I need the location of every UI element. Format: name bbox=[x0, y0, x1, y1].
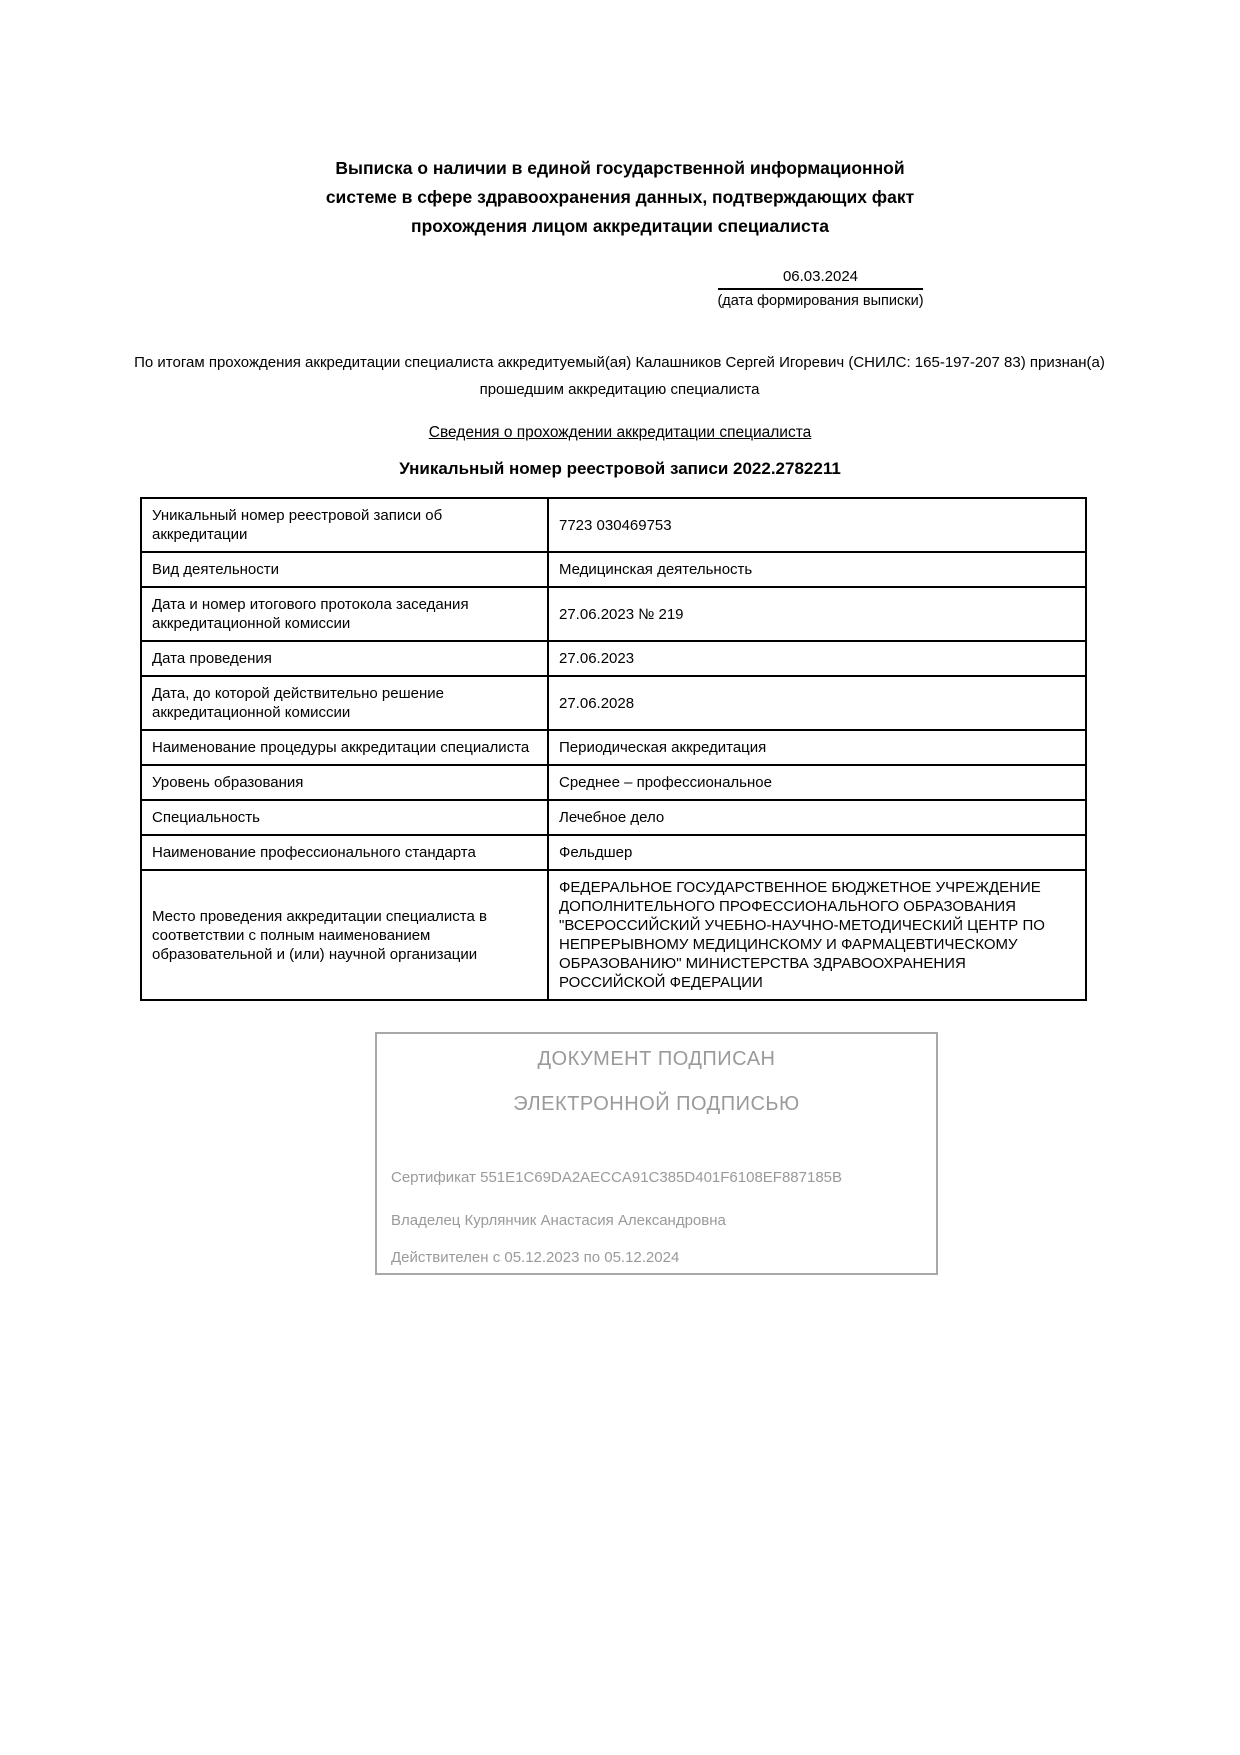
signature-heading-line1: ДОКУМЕНТ ПОДПИСАН bbox=[537, 1048, 776, 1070]
signature-heading-line2: ЭЛЕКТРОННОЙ ПОДПИСЬЮ bbox=[513, 1093, 800, 1115]
table-row bbox=[141, 552, 1086, 587]
document-title-line: Выписка о наличии в единой государственной информационной bbox=[335, 158, 905, 178]
table-row bbox=[141, 800, 1086, 835]
field-label: Дата проведения bbox=[141, 641, 548, 676]
signature-certificate: Сертификат 551E1C69DA2AECCA91C385D401F6108EF887185B bbox=[391, 1169, 843, 1186]
table-row bbox=[141, 870, 1086, 1000]
extract-date-caption: (дата формирования выписки) bbox=[717, 293, 924, 309]
field-value: Медицинская деятельность bbox=[548, 552, 1086, 587]
signature-stamp bbox=[375, 1032, 938, 1275]
field-label: Дата и номер итогового протокола заседания аккредитационной комиссии bbox=[141, 587, 548, 641]
signature-owner: Владелец Курлянчик Анастасия Александровна bbox=[391, 1212, 726, 1229]
field-label: Наименование профессионального стандарта bbox=[141, 835, 548, 870]
table-row bbox=[141, 587, 1086, 641]
table-row bbox=[141, 641, 1086, 676]
field-label: Уровень образования bbox=[141, 765, 548, 800]
field-label: Дата, до которой действительно решение аккредитационной комиссии bbox=[141, 676, 548, 730]
field-label: Уникальный номер реестровой записи об аккредитации bbox=[141, 498, 548, 552]
field-value: 27.06.2023 № 219 bbox=[548, 587, 1086, 641]
table-row bbox=[141, 835, 1086, 870]
field-value: 27.06.2023 bbox=[548, 641, 1086, 676]
document-title bbox=[0, 154, 1240, 241]
extract-date: 06.03.2024 bbox=[718, 268, 923, 290]
field-value: 7723 030469753 bbox=[548, 498, 1086, 552]
document-title-line: прохождения лицом аккредитации специалиста bbox=[411, 216, 829, 236]
section-heading: Сведения о прохождении аккредитации специалиста bbox=[428, 424, 812, 441]
field-value: Фельдшер bbox=[548, 835, 1086, 870]
field-value: Среднее – профессиональное bbox=[548, 765, 1086, 800]
field-label: Специальность bbox=[141, 800, 548, 835]
field-label: Место проведения аккредитации специалиста в соответствии с полным наименованием образовательной и (или) научной организации bbox=[141, 870, 548, 1000]
table-row bbox=[141, 498, 1086, 552]
extract-date-block bbox=[718, 268, 923, 309]
field-label: Вид деятельности bbox=[141, 552, 548, 587]
field-value: Периодическая аккредитация bbox=[548, 730, 1086, 765]
registry-number-heading: Уникальный номер реестровой записи 2022.2782211 bbox=[399, 459, 841, 478]
table-row bbox=[141, 765, 1086, 800]
document-title-line: системе в сфере здравоохранения данных, подтверждающих факт bbox=[325, 187, 915, 207]
field-value: 27.06.2028 bbox=[548, 676, 1086, 730]
field-label: Наименование процедуры аккредитации специалиста bbox=[141, 730, 548, 765]
accreditation-table bbox=[140, 497, 1087, 1001]
signature-validity: Действителен с 05.12.2023 по 05.12.2024 bbox=[391, 1249, 680, 1266]
table-row bbox=[141, 730, 1086, 765]
table-row bbox=[141, 676, 1086, 730]
intro-paragraph: По итогам прохождения аккредитации специалиста аккредитуемый(ая) Калашников Сергей Игоревич (СНИЛС: 165-197-207 83) признан(а) прошедшим аккредитацию специалиста bbox=[134, 354, 1105, 398]
field-value: Лечебное дело bbox=[548, 800, 1086, 835]
field-value: ФЕДЕРАЛЬНОЕ ГОСУДАРСТВЕННОЕ БЮДЖЕТНОЕ УЧРЕЖДЕНИЕ ДОПОЛНИТЕЛЬНОГО ПРОФЕССИОНАЛЬНОГО ОБРАЗОВАНИЯ "ВСЕРОССИЙСКИЙ УЧЕБНО-НАУЧНО-МЕТОДИЧЕСКИЙ ЦЕНТР ПО НЕПРЕРЫВНОМУ МЕДИЦИНСКОМУ И ФАРМАЦЕВТИЧЕСКОМУ ОБРАЗОВАНИЮ" МИНИСТЕРСТВА ЗДРАВООХРАНЕНИЯ РОССИЙСКОЙ ФЕДЕРАЦИИ bbox=[548, 870, 1086, 1000]
